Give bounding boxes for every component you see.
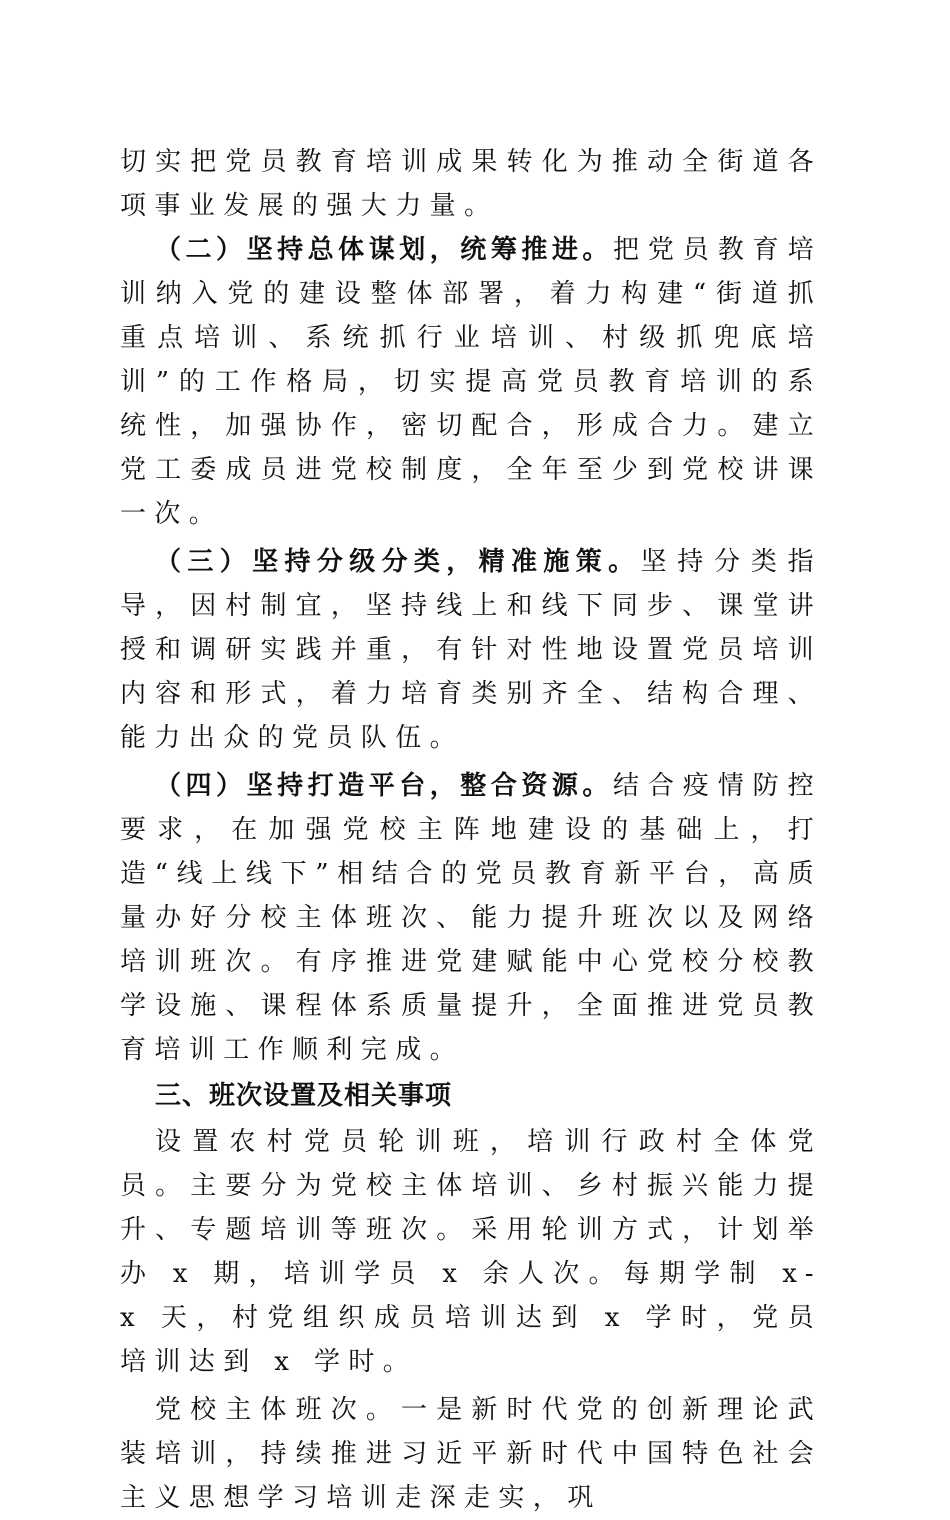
paragraph-text: 把党员教育培训纳入党的建设整体部署，着力构建“街道抓重点培训、系统抓行业培训、村级抓兜底培训”的工作格局，切实提高党员教育培训的系统性，加强协作，密切配合，形成合力。建立党工委成员进党校制度，全年至少到党校讲课一次。 — [120, 235, 822, 529]
document-page — [120, 140, 822, 1520]
paragraph-text: 党校主体班次。一是新时代党的创新理论武装培训，持续推进习近平新时代中国特色社会主义思想学习培训走深走实，巩 — [120, 1395, 822, 1513]
paragraph-text: 结合疫情防控要求，在加强党校主阵地建设的基础上，打造“线上线下”相结合的党员教育新平台，高质量办好分校主体班次、能力提升班次以及网络培训班次。有序推进党建赋能中心党校分校教学设施、课程体系质量提升，全面推进党员教育培训工作顺利完成。 — [120, 771, 822, 1065]
section-2-heading: （二）坚持总体谋划，统筹推进。 — [155, 235, 613, 265]
paragraph-section-4 — [120, 764, 822, 1072]
section-heading-3: 三、班次设置及相关事项 — [155, 1081, 453, 1111]
paragraph-section-3 — [120, 540, 822, 760]
paragraph-text: 坚持分类指导，因村制宜，坚持线上和线下同步、课堂讲授和调研实践并重，有针对性地设置党员培训内容和形式，着力培育类别齐全、结构合理、能力出众的党员队伍。 — [120, 547, 822, 753]
paragraph-class-setup — [120, 1120, 822, 1384]
section-3-heading: （三）坚持分级分类，精准施策。 — [155, 547, 641, 577]
paragraph-section-2 — [120, 228, 822, 536]
paragraph-continuation — [120, 140, 822, 228]
paragraph-text: 设置农村党员轮训班，培训行政村全体党员。主要分为党校主体培训、乡村振兴能力提升、专题培训等班次。采用轮训方式，计划举办 x 期，培训学员 x 余人次。每期学制 x-x 天，村党组织成员培训达到 x 学时，党员培训达到 x 学时。 — [120, 1127, 822, 1377]
section-4-heading: （四）坚持打造平台，整合资源。 — [155, 771, 613, 801]
paragraph-main-class — [120, 1388, 822, 1520]
paragraph-text: 切实把党员教育培训成果转化为推动全街道各项事业发展的强大力量。 — [120, 147, 822, 221]
